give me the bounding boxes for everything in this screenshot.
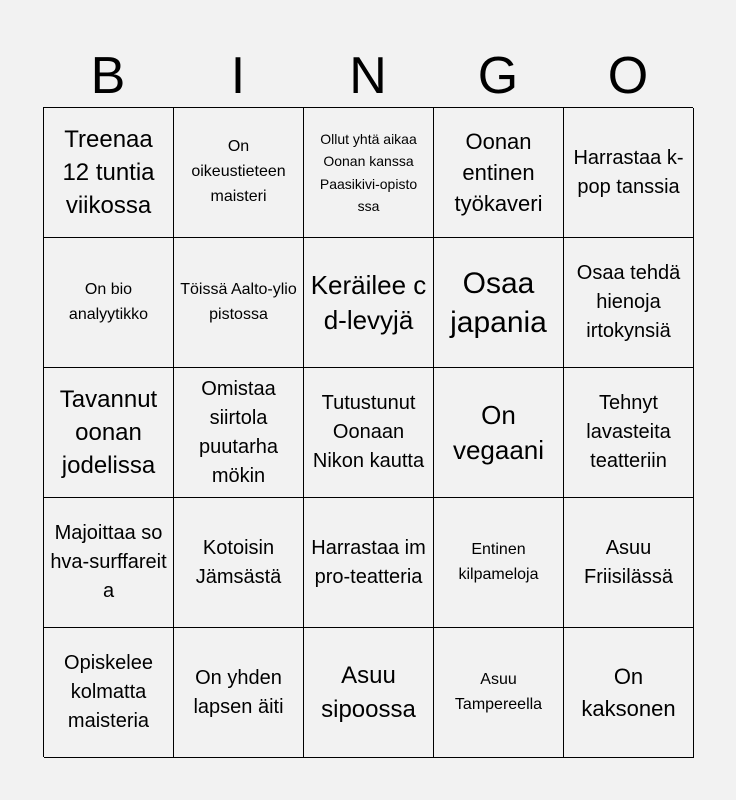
cell-text: Majoittaa sohva-surffareita: [50, 522, 167, 602]
bingo-cell[interactable]: [44, 498, 174, 628]
cell-text: On vegaani: [452, 400, 545, 465]
bingo-grid: [43, 107, 693, 757]
bingo-cell[interactable]: [304, 108, 434, 238]
bingo-cell[interactable]: [304, 368, 434, 498]
cell-text: Omistaa siirtola puutarha mökin: [199, 377, 278, 487]
header-letter-g: G: [477, 47, 519, 105]
cell-text: On kaksonen: [581, 664, 676, 721]
bingo-cell[interactable]: [434, 238, 564, 368]
bingo-cell[interactable]: [564, 628, 694, 758]
bingo-cell[interactable]: [434, 368, 564, 498]
bingo-cell[interactable]: [564, 108, 694, 238]
bingo-cell[interactable]: [434, 108, 564, 238]
bingo-cell[interactable]: [304, 628, 434, 758]
cell-text: Asuu sipoossa: [321, 662, 416, 723]
cell-text: Osaa tehdä hienoja irtokynsiä: [576, 262, 681, 342]
header-letter-b: B: [90, 47, 126, 105]
header-letter-i: I: [230, 47, 246, 105]
bingo-cell[interactable]: [564, 498, 694, 628]
cell-text: Keräilee cd-levyjä: [310, 270, 427, 335]
cell-text: On yhden lapsen äiti: [193, 666, 284, 718]
bingo-cell[interactable]: [44, 238, 174, 368]
bingo-cell[interactable]: [174, 108, 304, 238]
bingo-cell[interactable]: [564, 368, 694, 498]
cell-text: Kotoisin Jämsästä: [195, 536, 282, 588]
cell-text: Entinen kilpameloja: [458, 540, 539, 583]
bingo-cell[interactable]: [174, 498, 304, 628]
header-letter-n: N: [349, 47, 387, 105]
cell-text: Osaa japania: [450, 266, 547, 339]
header-letter-o: O: [607, 47, 649, 105]
bingo-cell[interactable]: [174, 628, 304, 758]
cell-text: Töissä Aalto-yliopistossa: [180, 280, 297, 323]
bingo-cell[interactable]: [44, 368, 174, 498]
cell-text: Oonan entinen työkaveri: [454, 128, 543, 217]
bingo-cell[interactable]: [304, 498, 434, 628]
cell-text: Tehnyt lavasteita teatteriin: [586, 392, 671, 472]
cell-text: Harrastaa k-pop tanssia: [573, 146, 684, 198]
bingo-cell[interactable]: [44, 628, 174, 758]
cell-text: Opiskelee kolmatta maisteria: [64, 652, 153, 732]
cell-text: Asuu Friisilässä: [584, 536, 673, 588]
cell-text: On oikeustieteen maisteri: [191, 138, 286, 205]
bingo-header: [43, 44, 693, 108]
cell-text: Asuu Tampereella: [454, 670, 543, 713]
cell-text: On bio analyytikko: [68, 280, 149, 323]
cell-text: Ollut yhtä aikaa Oonan kanssa Paasikivi-opistossa: [319, 130, 418, 214]
bingo-cell[interactable]: [564, 238, 694, 368]
cell-text: Tutustunut Oonaan Nikon kautta: [312, 392, 425, 472]
bingo-cell[interactable]: [434, 628, 564, 758]
bingo-cell[interactable]: [174, 238, 304, 368]
cell-text: Treenaa 12 tuntia viikossa: [62, 125, 155, 220]
cell-text: Harrastaa impro-teatteria: [311, 536, 426, 588]
bingo-cell[interactable]: [174, 368, 304, 498]
bingo-cell[interactable]: [304, 238, 434, 368]
cell-text: Tavannut oonan jodelissa: [59, 385, 158, 480]
bingo-cell[interactable]: [434, 498, 564, 628]
bingo-cell[interactable]: [44, 108, 174, 238]
